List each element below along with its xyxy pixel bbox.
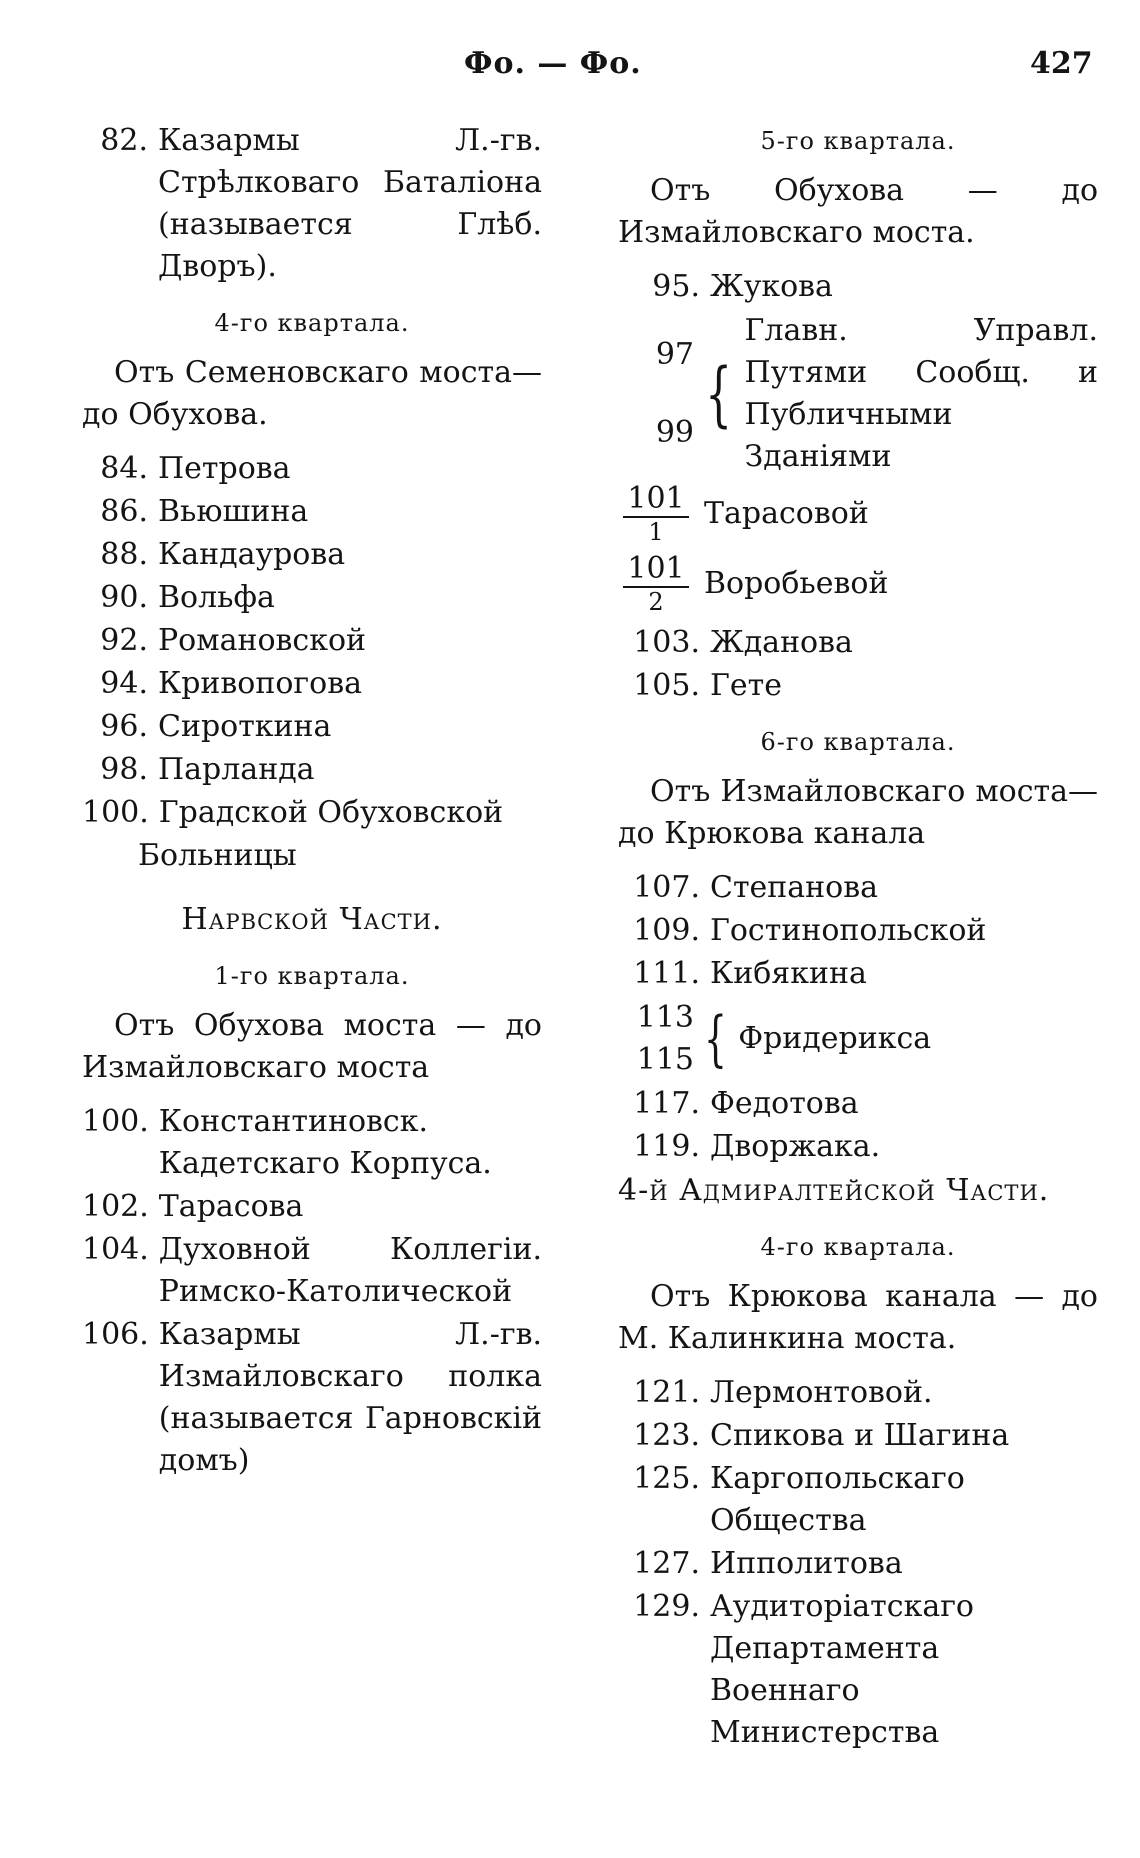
entry-text: Аудиторіатскаго Департамента Военнаго Министерства bbox=[710, 1589, 974, 1750]
entry-text: Воробьевой bbox=[704, 566, 889, 601]
house-number: 123. bbox=[633, 1418, 700, 1453]
house-number: 109. bbox=[633, 913, 700, 948]
list-item bbox=[82, 620, 542, 662]
list-item bbox=[82, 1229, 542, 1313]
list-item bbox=[618, 1458, 1098, 1542]
list-item bbox=[618, 266, 1098, 308]
list-item bbox=[618, 622, 1098, 664]
entry-text: Петрова bbox=[158, 451, 291, 486]
house-number: 111. bbox=[633, 956, 700, 991]
entry-text: Гостинопольской bbox=[710, 913, 987, 948]
entry-text: Каргопольскаго Общества bbox=[710, 1461, 965, 1538]
section-description: Отъ Обухова — до Измайловскаго моста. bbox=[618, 173, 1098, 250]
section-description: Отъ Измайловскаго моста—до Крюкова канала bbox=[618, 774, 1098, 851]
fraction-number bbox=[618, 552, 694, 616]
grouped-entry bbox=[618, 997, 1098, 1081]
section-heading: 4-го квартала. bbox=[214, 309, 410, 337]
house-number: 90. bbox=[100, 580, 148, 615]
entry-text: Духовной Коллегіи. Римско-Католической bbox=[158, 1232, 542, 1309]
entry-text: Фридерикса bbox=[738, 1021, 932, 1056]
curly-brace-icon: { bbox=[704, 1004, 727, 1074]
entry-text: Главн. Управл. Путями Сообщ. и Публичными Зданіями bbox=[744, 313, 1098, 474]
entry-text: Кривопогова bbox=[158, 666, 362, 701]
entry-text: Гете bbox=[710, 668, 782, 703]
list-item bbox=[618, 1586, 1098, 1754]
entry-text: Спикова и Шагина bbox=[710, 1418, 1010, 1453]
fraction-number bbox=[618, 482, 694, 546]
list-item bbox=[82, 577, 542, 619]
house-number: 106. bbox=[82, 1317, 149, 1352]
house-number: 107. bbox=[633, 870, 700, 905]
entry-text: Тарасовой bbox=[704, 496, 869, 531]
list-item bbox=[618, 1126, 1098, 1168]
house-number: 94. bbox=[100, 666, 148, 701]
list-item bbox=[618, 1372, 1098, 1414]
house-number: 125. bbox=[633, 1461, 700, 1496]
entry-text: Градской Обуховской bbox=[158, 795, 504, 830]
list-item bbox=[82, 120, 542, 288]
list-item bbox=[618, 953, 1098, 995]
house-number: 100. bbox=[82, 795, 149, 830]
house-number: 82. bbox=[100, 123, 148, 158]
list-item bbox=[82, 1314, 542, 1482]
house-number: 105. bbox=[633, 668, 700, 703]
house-number: 115 bbox=[636, 1042, 694, 1077]
house-number: 104. bbox=[82, 1232, 149, 1267]
fraction-numerator: 101 bbox=[623, 552, 688, 588]
list-item bbox=[82, 749, 542, 791]
house-number: 113 bbox=[636, 1000, 694, 1035]
house-number: 119. bbox=[633, 1129, 700, 1164]
house-number: 97 bbox=[655, 337, 694, 372]
part-heading: 4-й Адмиралтейской Части. bbox=[618, 1173, 1050, 1208]
entry-text: Жданова bbox=[710, 625, 853, 660]
entry-text: Федотова bbox=[710, 1086, 859, 1121]
section-description: Отъ Крюкова канала — до М. Калинкина моста. bbox=[618, 1279, 1098, 1356]
entry-text: Сироткина bbox=[158, 709, 332, 744]
part-heading: Нарвской Части. bbox=[181, 902, 443, 937]
fraction-denominator: 2 bbox=[648, 588, 664, 616]
page-header bbox=[0, 46, 1140, 96]
entry-text: Константиновск. Кадетскаго Корпуса. bbox=[158, 1104, 492, 1181]
fraction-entry bbox=[618, 482, 1098, 546]
entry-text: Казармы Л.-гв. Стрѣлковаго Баталіона (называется Глѣб. Дворъ). bbox=[158, 123, 542, 284]
house-number: 99 bbox=[655, 415, 694, 450]
entry-text: Степанова bbox=[710, 870, 879, 905]
entry-text: Вольфа bbox=[158, 580, 275, 615]
house-number: 127. bbox=[633, 1546, 700, 1581]
entry-text: Жукова bbox=[710, 269, 833, 304]
fraction-numerator: 101 bbox=[623, 482, 688, 518]
grouped-entry bbox=[618, 310, 1098, 478]
entry-text: Кибякина bbox=[710, 956, 867, 991]
house-number: 102. bbox=[82, 1189, 149, 1224]
fraction-entry bbox=[618, 552, 1098, 616]
house-number: 86. bbox=[100, 494, 148, 529]
list-item bbox=[618, 910, 1098, 952]
running-title: Фо. — Фо. bbox=[464, 46, 642, 81]
list-item bbox=[82, 1186, 542, 1228]
entry-text: Парланда bbox=[158, 752, 315, 787]
entry-text: Вьюшина bbox=[158, 494, 309, 529]
grouped-numbers bbox=[618, 997, 694, 1081]
house-number: 103. bbox=[633, 625, 700, 660]
list-item bbox=[82, 663, 542, 705]
entry-text: Тарасова bbox=[158, 1189, 304, 1224]
entry-text: Ипполитова bbox=[710, 1546, 903, 1581]
entry-continuation: Больницы bbox=[138, 838, 297, 873]
list-item bbox=[82, 1101, 542, 1185]
right-column bbox=[618, 120, 1098, 1755]
left-column bbox=[82, 120, 542, 1483]
entry-text: Романовской bbox=[158, 623, 367, 658]
list-item bbox=[82, 792, 542, 834]
list-item bbox=[618, 1415, 1098, 1457]
list-item bbox=[618, 665, 1098, 707]
list-item bbox=[82, 448, 542, 490]
spacer bbox=[618, 376, 694, 412]
entry-text: Лермонтовой. bbox=[710, 1375, 933, 1410]
house-number: 92. bbox=[100, 623, 148, 658]
section-heading: 1-го квартала. bbox=[214, 962, 410, 990]
house-number: 88. bbox=[100, 537, 148, 572]
curly-brace-icon: { bbox=[705, 353, 733, 435]
house-number: 117. bbox=[633, 1086, 700, 1121]
section-description: Отъ Семеновскаго моста—до Обухова. bbox=[82, 355, 542, 432]
house-number: 100. bbox=[82, 1104, 149, 1139]
section-description: Отъ Обухова моста — до Измайловскаго моста bbox=[82, 1008, 542, 1085]
list-item bbox=[618, 1543, 1098, 1585]
entry-text: Дворжака. bbox=[710, 1129, 881, 1164]
entry-text: Кандаурова bbox=[158, 537, 346, 572]
list-item bbox=[618, 867, 1098, 909]
house-number: 98. bbox=[100, 752, 148, 787]
entry-text: Казармы Л.-гв. Измайловскаго полка (называется Гарновскій домъ) bbox=[158, 1317, 542, 1478]
house-number: 129. bbox=[633, 1589, 700, 1624]
section-heading: 5-го квартала. bbox=[760, 127, 956, 155]
list-item bbox=[82, 706, 542, 748]
page-number: 427 bbox=[1030, 46, 1093, 81]
section-heading: 6-го квартала. bbox=[760, 728, 956, 756]
fraction-denominator: 1 bbox=[648, 518, 664, 546]
section-heading: 4-го квартала. bbox=[760, 1233, 956, 1261]
house-number: 95. bbox=[652, 269, 700, 304]
grouped-numbers bbox=[618, 334, 694, 454]
house-number: 84. bbox=[100, 451, 148, 486]
list-item bbox=[82, 491, 542, 533]
list-item bbox=[618, 1083, 1098, 1125]
house-number: 121. bbox=[633, 1375, 700, 1410]
list-item bbox=[82, 534, 542, 576]
house-number: 96. bbox=[100, 709, 148, 744]
